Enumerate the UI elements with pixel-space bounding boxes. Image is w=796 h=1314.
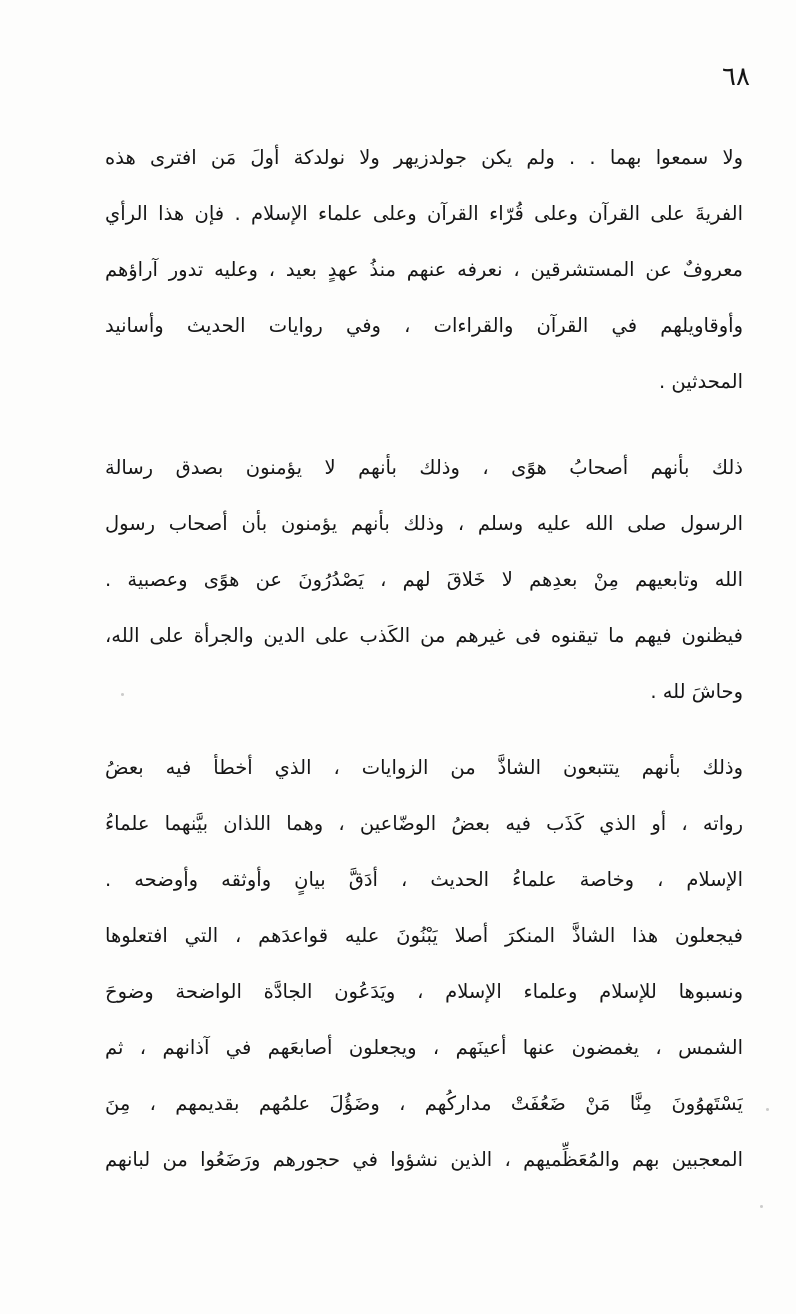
text-line: فيجعلون هذا الشاذَّ المنكرَ أصلا يَبْنُونَ عليه قواعدَهم ، التي افتعلوها (105, 924, 743, 947)
text-line: فيظنون فيهم ما تيقنوه فى غيرهم من الكَذب على الدين والجرأة على الله، (105, 624, 743, 647)
text-line: رواته ، أو الذي كَذَب فيه بعضُ الوضّاعين ، وهما اللذان بيَّنهما علماءُ (105, 812, 743, 835)
text-line: الشمس ، يغمضون عنها أعينَهم ، ويجعلون أصابعَهم في آذانهم ، ثم (105, 1036, 743, 1059)
text-line: المحدثين . (658, 370, 743, 393)
text-line: وحاشَ لله . (650, 680, 743, 703)
scan-speck (121, 693, 124, 696)
text-line: معروفٌ عن المستشرقين ، نعرفه عنهم منذُ عهدٍ بعيد ، وعليه تدور آراؤهم (105, 258, 743, 281)
text-line: الرسول صلى الله عليه وسلم ، وذلك بأنهم يؤمنون بأن أصحاب رسول (105, 512, 743, 535)
paragraph-2 (105, 440, 743, 720)
text-line: الإسلام ، وخاصة علماءُ الحديث ، أدَقَّ بيانٍ وأوثقه وأوضحه . (105, 868, 743, 891)
paragraph-3 (105, 740, 743, 1188)
text-line: وذلك بأنهم يتتبعون الشاذَّ من الزوايات ، الذي أخطأ فيه بعضُ (105, 756, 743, 779)
page-number: ٦٨ (722, 62, 750, 92)
scan-speck (766, 1108, 769, 1111)
text-line: يَسْتَهوُونَ مِنَّا مَنْ ضَعُفَتْ مداركُهم ، وضَؤُلَ علمُهم بقديمهم ، مِنَ (105, 1092, 743, 1115)
text-line: ذلك بأنهم أصحابُ هوًى ، وذلك بأنهم لا يؤمنون بصدق رسالة (105, 456, 743, 479)
paragraph-1 (105, 130, 743, 410)
text-line: ونسبوها للإسلام وعلماء الإسلام ، ويَدَعُون الجادَّة الواضحة وضوحَ (105, 980, 743, 1003)
text-line: المعجبين بهم والمُعَظِّميهم ، الذين نشؤوا في حجورهم ورَضَعُوا من لبانهم (105, 1148, 743, 1171)
scan-speck (760, 1205, 763, 1208)
text-line: وأوقاويلهم في القرآن والقراءات ، وفي روايات الحديث وأسانيد (105, 314, 743, 337)
text-line: ولا سمعوا بهما . . ولم يكن جولدزيهر ولا نولدكة أولَ مَن افترى هذه (105, 146, 743, 169)
text-line: الفريةَ على القرآن وعلى قُرّاء القرآن وعلى علماء الإسلام . فإن هذا الرأي (105, 202, 743, 225)
text-line: الله وتابعيهم مِنْ بعدِهم لا خَلاقَ لهم ، يَصْدُرُونَ عن هوًى وعصبية . (105, 568, 743, 591)
